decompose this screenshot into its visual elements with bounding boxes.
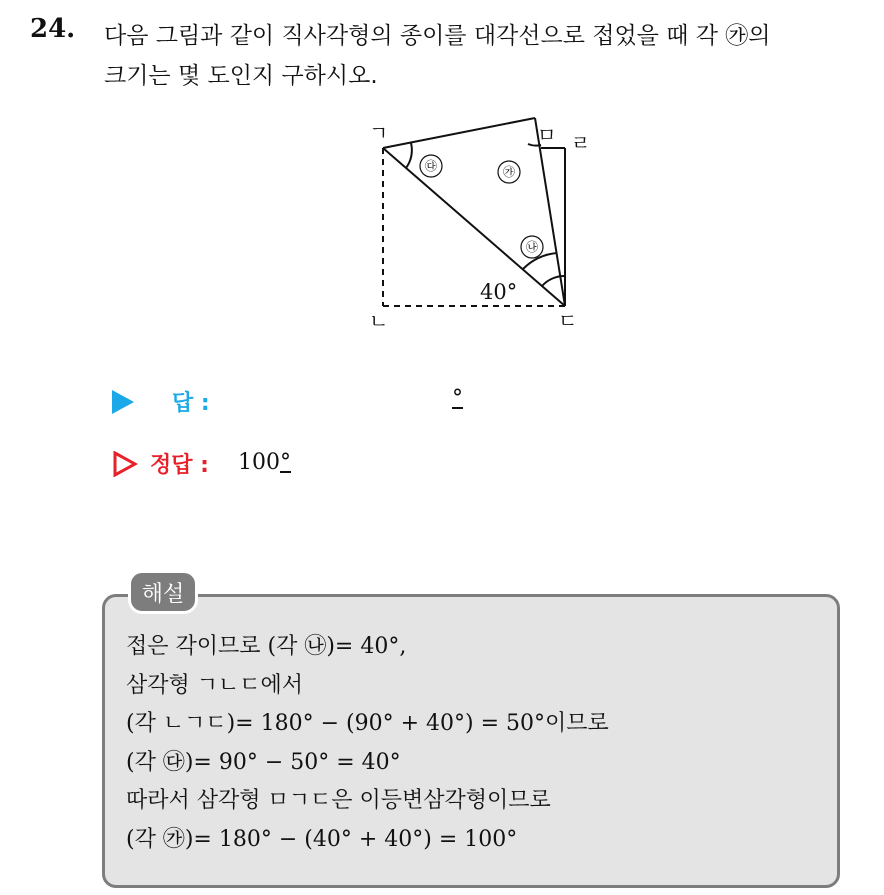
question-line-2: 크기는 몇 도인지 구하시오. <box>104 63 378 89</box>
answer-label: 답 : <box>172 391 210 416</box>
answer-blank[interactable]: ° <box>452 386 463 411</box>
explanation-line: 접은 각이므로 (각 ㉯)= 40°, <box>126 634 407 659</box>
answer-arrow-icon <box>112 390 134 414</box>
answer-row <box>112 386 463 418</box>
vertex-g: ㄱ <box>369 121 389 145</box>
question-line-1: 다음 그림과 같이 직사각형의 종이를 대각선으로 접었을 때 각 ㉮의 <box>104 23 771 49</box>
correct-arrow-icon <box>112 451 138 477</box>
explanation-text <box>126 628 609 859</box>
explanation-line: (각 ㉮)= 180° − (40° + 40°) = 100° <box>126 826 518 852</box>
explanation-line: 따라서 삼각형 ㅁㄱㄷ은 이등변삼각형이므로 <box>126 788 551 813</box>
question-number: 24. <box>30 14 76 44</box>
explanation-line: (각 ㉰)= 90° − 50° = 40° <box>126 749 401 775</box>
vertex-r: ㄹ <box>571 131 591 155</box>
angle-arc-da <box>406 143 412 168</box>
angle-40-label: 40° <box>480 280 518 304</box>
explanation-line: (각 ㄴㄱㄷ)= 180° − (90° + 40°) = 50°이므로 <box>126 711 609 736</box>
question-text <box>104 16 874 96</box>
folded-rectangle-figure <box>355 110 605 335</box>
vertex-m: ㅁ <box>537 123 557 147</box>
label-da: ㉰ <box>424 159 438 173</box>
explanation-line: 삼각형 ㄱㄴㄷ에서 <box>126 672 304 698</box>
correct-unit: ° <box>280 450 291 475</box>
label-na: ㉯ <box>525 240 539 254</box>
correct-value <box>238 450 291 475</box>
correct-label: 정답 : <box>150 453 209 478</box>
vertex-n: ㄴ <box>369 309 389 333</box>
correct-number: 100 <box>238 450 280 475</box>
label-ga: ㉮ <box>502 165 516 179</box>
explanation-tag: 해설 <box>128 570 198 614</box>
fold-diagonal <box>383 148 565 306</box>
flap-top-edge <box>383 118 535 148</box>
vertex-d: ㄷ <box>558 309 578 333</box>
